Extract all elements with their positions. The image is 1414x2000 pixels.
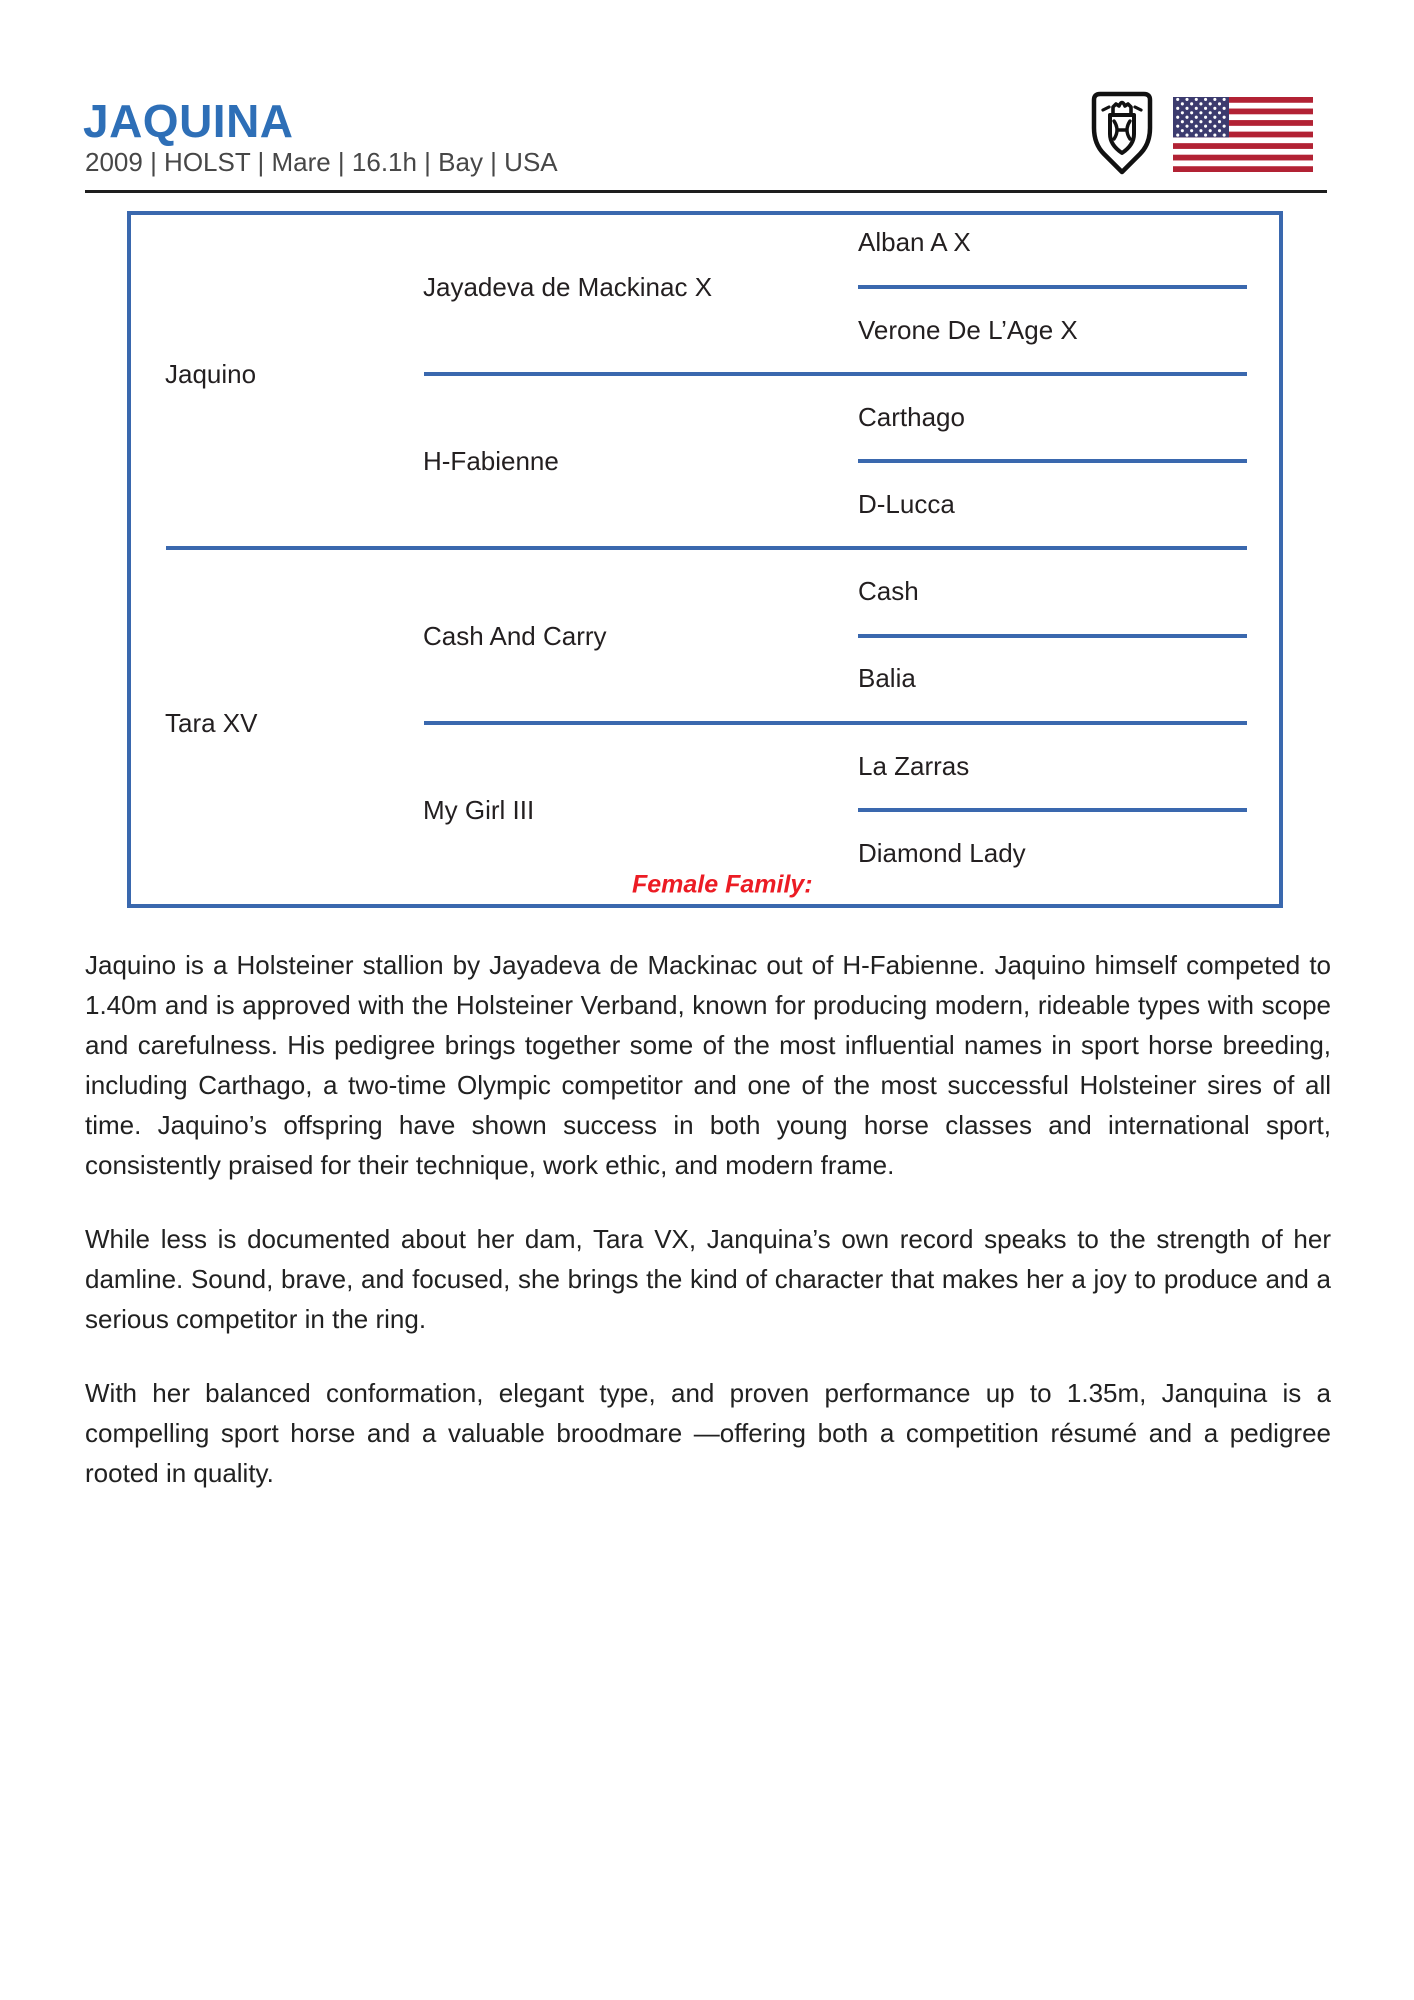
pedigree-divider-line bbox=[858, 634, 1247, 638]
pedigree-name-jayadeva-de-mackinac-x: Jayadeva de Mackinac X bbox=[423, 272, 713, 302]
header-divider-rule bbox=[85, 190, 1327, 193]
pedigree-divider-line bbox=[424, 372, 1247, 376]
pedigree-name-cash: Cash bbox=[858, 576, 919, 606]
usa-flag-icon bbox=[1173, 97, 1313, 172]
pedigree-divider-line bbox=[858, 808, 1247, 812]
female-family-label: Female Family: bbox=[632, 870, 813, 899]
pedigree-divider-line bbox=[166, 546, 1247, 550]
pedigree-divider-line bbox=[858, 459, 1247, 463]
pedigree-name-diamond-lady: Diamond Lady bbox=[858, 838, 1026, 868]
pedigree-divider-line bbox=[424, 721, 1247, 725]
pedigree-name-jaquino: Jaquino bbox=[165, 359, 257, 389]
pedigree-chart bbox=[127, 211, 1283, 908]
pedigree-name-tara-xv: Tara XV bbox=[165, 708, 258, 738]
pedigree-name-my-girl-iii: My Girl III bbox=[423, 795, 535, 825]
description-paragraph-2: While less is documented about her dam, Tara VX, Janquina’s own record speaks to the strength of her damline. Sound, brave, and focused, she brings the kind of character that makes her a joy to produce and a serious competitor in the ring. bbox=[85, 1224, 1331, 1334]
pedigree-name-d-lucca: D-Lucca bbox=[858, 489, 955, 519]
pedigree-divider-line bbox=[858, 285, 1247, 289]
pedigree-name-h-fabienne: H-Fabienne bbox=[423, 446, 559, 476]
pedigree-name-cash-and-carry: Cash And Carry bbox=[423, 621, 607, 651]
pedigree-name-alban-a-x: Alban A X bbox=[858, 227, 971, 257]
page-title: JAQUINA bbox=[83, 95, 294, 147]
description-paragraph-1: Jaquino is a Holsteiner stallion by Jayadeva de Mackinac out of H-Fabienne. Jaquino himself competed to 1.40m and is approved with the Holsteiner Verband, known for producing modern, rideable types with scope and carefulness. His pedigree brings together some of the most influential names in sport horse breeding, including Carthago, a two-time Olympic competitor and one of the most successful Holsteiner sires of all time. Jaquino’s offspring have shown success in both young horse classes and international sport, consistently praised for their technique, work ethic, and modern frame. bbox=[85, 950, 1331, 1180]
horse-details-subtitle: 2009 | HOLST | Mare | 16.1h | Bay | USA bbox=[85, 147, 558, 177]
description-paragraph-3: With her balanced conformation, elegant type, and proven performance up to 1.35m, Janquina is a compelling sport horse and a valuable broodmare —offering both a competition résumé and a pedigree rooted in quality. bbox=[85, 1378, 1331, 1488]
holsteiner-crest-icon bbox=[1086, 82, 1158, 178]
pedigree-name-verone-de-l-age-x: Verone De L’Age X bbox=[858, 315, 1078, 345]
description-text bbox=[85, 945, 1331, 1527]
pedigree-name-balia: Balia bbox=[858, 663, 916, 693]
pedigree-name-carthago: Carthago bbox=[858, 402, 965, 432]
pedigree-name-la-zarras: La Zarras bbox=[858, 751, 970, 781]
